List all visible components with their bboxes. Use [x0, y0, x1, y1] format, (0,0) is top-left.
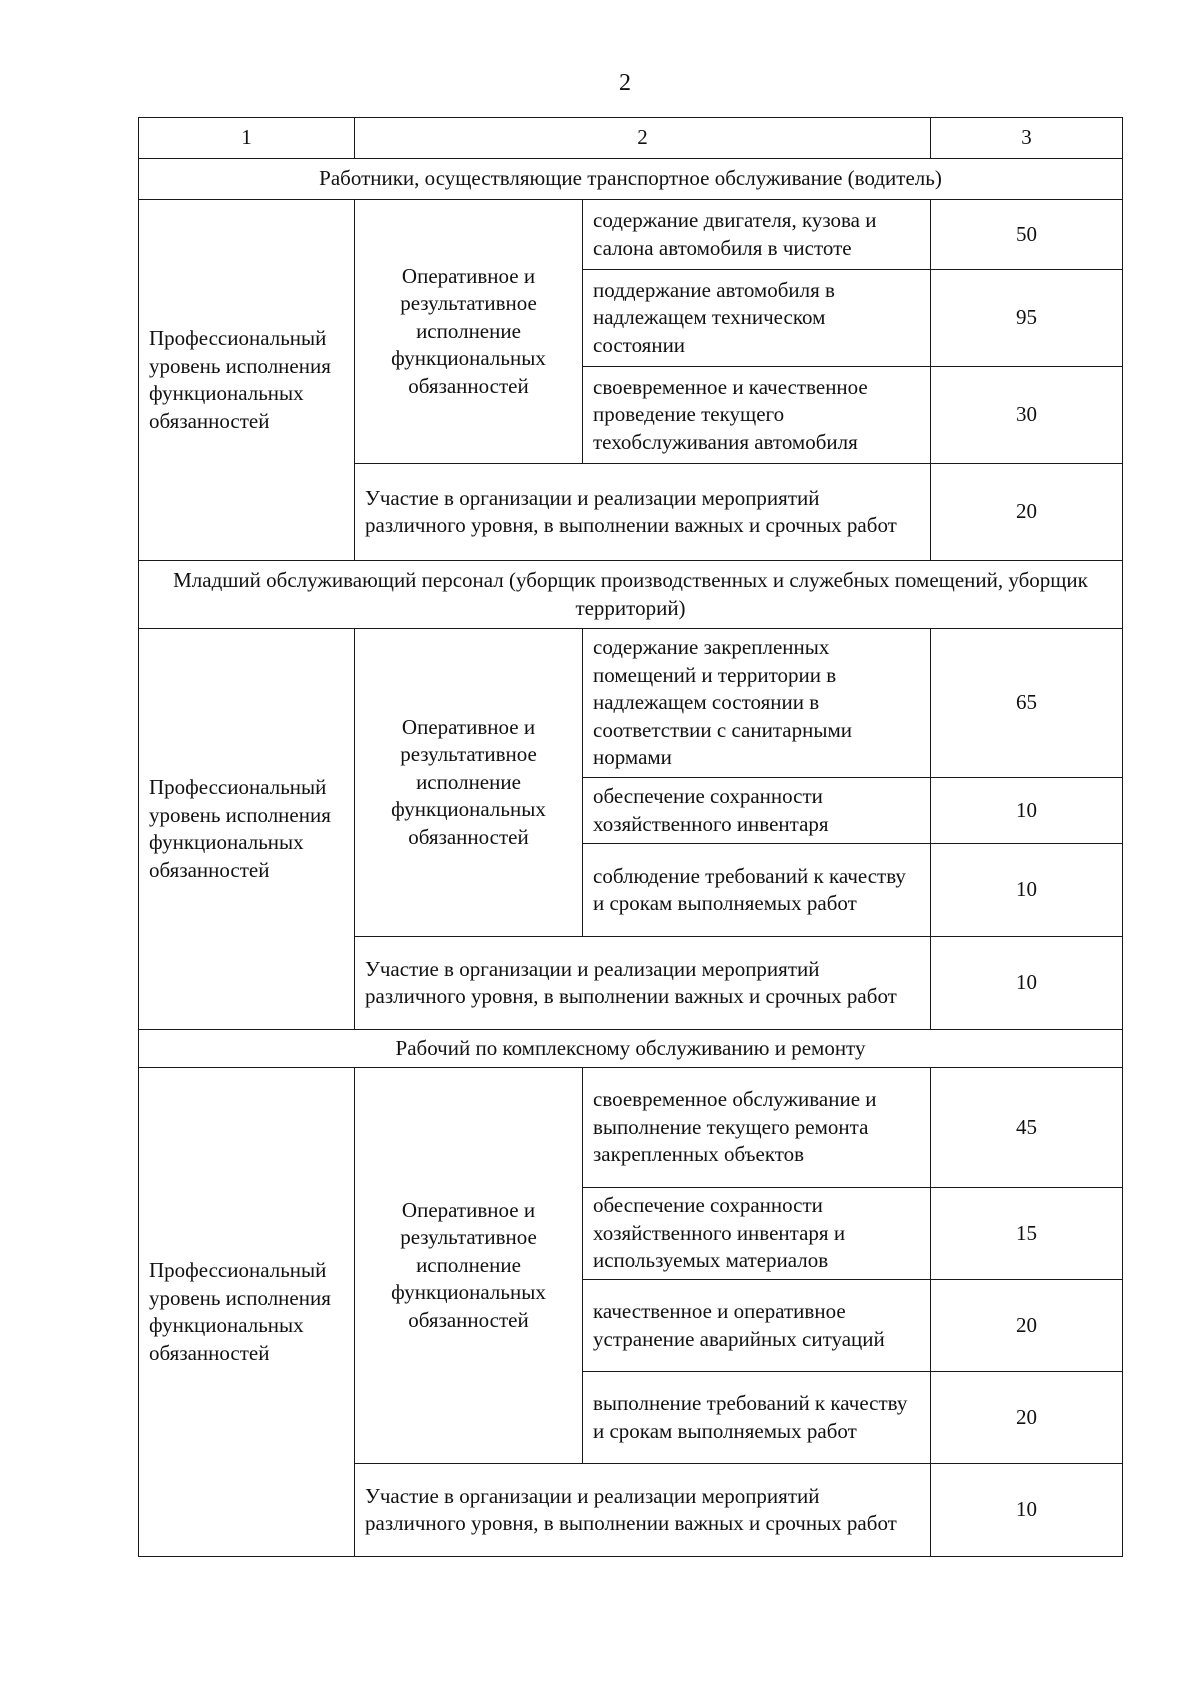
table-row [139, 629, 1123, 778]
score-cell: 10 [931, 844, 1123, 937]
score-cell: 15 [931, 1188, 1123, 1280]
column-header-1: 1 [139, 118, 355, 159]
score-cell: 65 [931, 629, 1123, 778]
indicator-cell: выполнение требований к качеству и срокам выполняемых работ [583, 1372, 931, 1464]
indicator-cell: качественное и оперативное устранение аварийных ситуаций [583, 1280, 931, 1372]
section-title: Рабочий по комплексному обслуживанию и ремонту [139, 1030, 1123, 1068]
criterion-cell: Профессиональный уровень исполнения функциональных обязанностей [139, 200, 355, 561]
indicator-cell: обеспечение сохранности хозяйственного инвентаря [583, 778, 931, 844]
indicator-cell: соблюдение требований к качеству и срокам выполняемых работ [583, 844, 931, 937]
score-cell: 50 [931, 200, 1123, 270]
criterion-cell: Профессиональный уровень исполнения функциональных обязанностей [139, 629, 355, 1030]
score-cell: 20 [931, 1280, 1123, 1372]
indicator-cell: поддержание автомобиля в надлежащем техническом состоянии [583, 270, 931, 367]
indicator-cell: обеспечение сохранности хозяйственного инвентаря и используемых материалов [583, 1188, 931, 1280]
indicator-cell: содержание двигателя, кузова и салона автомобиля в чистоте [583, 200, 931, 270]
subcriterion-cell: Оперативное и результативное исполнение функциональных обязанностей [355, 200, 583, 464]
score-cell: 95 [931, 270, 1123, 367]
table-row [139, 200, 1123, 270]
indicator-cell: содержание закрепленных помещений и территории в надлежащем состоянии в соответствии с санитарными нормами [583, 629, 931, 778]
score-cell: 20 [931, 1372, 1123, 1464]
score-cell: 10 [931, 1464, 1123, 1557]
section-title-row [139, 1030, 1123, 1068]
column-header-row [139, 118, 1123, 159]
indicator-cell: своевременное обслуживание и выполнение текущего ремонта закрепленных объектов [583, 1068, 931, 1188]
score-cell: 45 [931, 1068, 1123, 1188]
participation-cell: Участие в организации и реализации мероприятий различного уровня, в выполнении важных и срочных работ [355, 464, 931, 561]
score-cell: 30 [931, 367, 1123, 464]
column-header-2: 2 [355, 118, 931, 159]
subcriterion-cell: Оперативное и результативное исполнение функциональных обязанностей [355, 1068, 583, 1464]
participation-cell: Участие в организации и реализации мероприятий различного уровня, в выполнении важных и срочных работ [355, 937, 931, 1030]
score-cell: 10 [931, 937, 1123, 1030]
criteria-table [138, 117, 1123, 1557]
participation-cell: Участие в организации и реализации мероприятий различного уровня, в выполнении важных и срочных работ [355, 1464, 931, 1557]
score-cell: 10 [931, 778, 1123, 844]
table-row [139, 1068, 1123, 1188]
criterion-cell: Профессиональный уровень исполнения функциональных обязанностей [139, 1068, 355, 1557]
section-title-row [139, 159, 1123, 200]
indicator-cell: своевременное и качественное проведение текущего техобслуживания автомобиля [583, 367, 931, 464]
subcriterion-cell: Оперативное и результативное исполнение функциональных обязанностей [355, 629, 583, 937]
section-title: Работники, осуществляющие транспортное обслуживание (водитель) [139, 159, 1123, 200]
page-number: 2 [619, 70, 631, 96]
section-title: Младший обслуживающий персонал (уборщик производственных и служебных помещений, уборщик территорий) [139, 561, 1123, 629]
column-header-3: 3 [931, 118, 1123, 159]
section-title-row [139, 561, 1123, 629]
score-cell: 20 [931, 464, 1123, 561]
